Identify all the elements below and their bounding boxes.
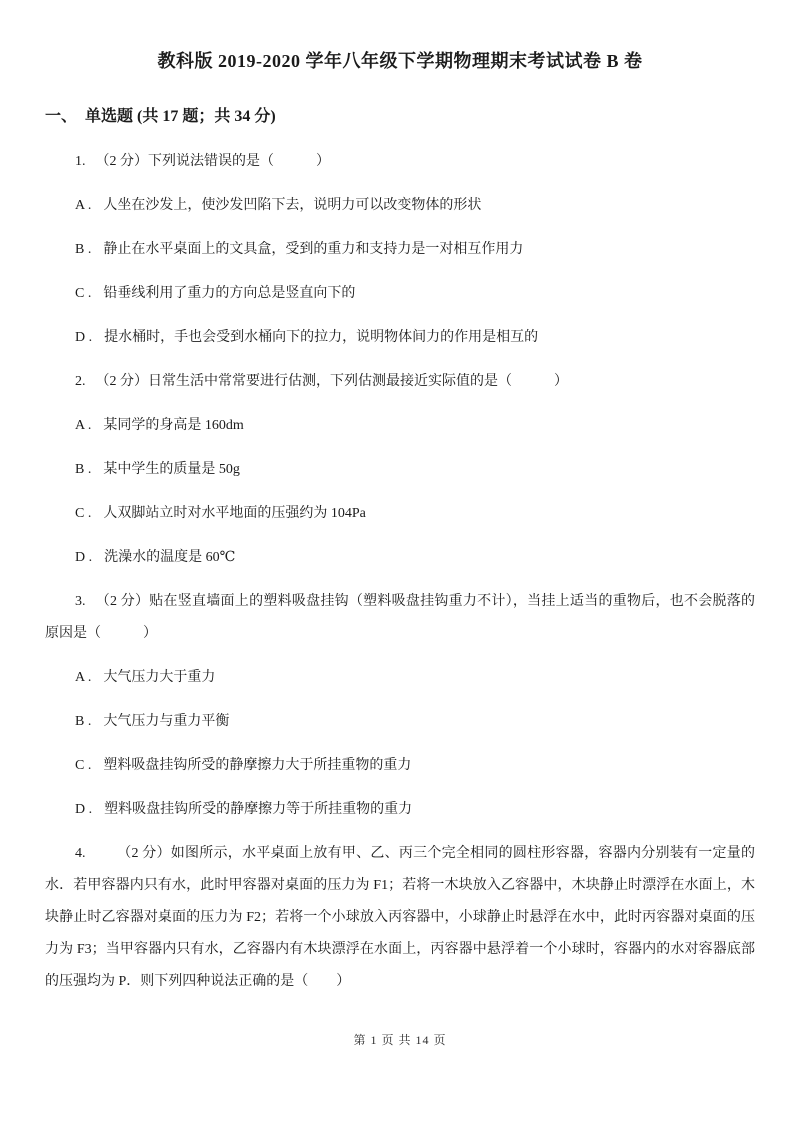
option-text: 铅垂线利用了重力的方向总是竖直向下的 [103,286,356,301]
option-label: D . [75,330,93,345]
question-stem [45,146,755,178]
question-text: （2 分）下列说法错误的是（ ） [95,154,330,169]
question-number: 2. [75,374,86,389]
question-number: 3. [75,594,86,609]
question-option [45,410,755,442]
question-text: （2 分）日常生活中常常要进行估测，下列估测最接近实际值的是（ ） [95,374,568,389]
option-text: 提水桶时，手也会受到水桶向下的拉力，说明物体间力的作用是相互的 [104,330,539,345]
option-text: 人坐在沙发上，使沙发凹陷下去，说明力可以改变物体的形状 [103,198,482,213]
question-text: （2 分）如图所示，水平桌面上放有甲、乙、丙三个完全相同的圆柱形容器，容器内分别装有一定量的水．若甲容器内只有水，此时甲容器对桌面的压力为 F1；若将一木块放入乙容器中，木块静止时漂浮在水面上，木块静止时乙容器对桌面的压力为 F2；若将一个小球放入丙容器中，小球静止时悬浮在水中，此时丙容器对桌面的压力为 F3；当甲容器内只有水，乙容器内有木块漂浮在水面上，丙容器中悬浮着一个小球时，容器内的水对容器底部的压强均为 P．则下列四种说法正确的是（ ） [45,846,755,989]
option-label: D . [75,802,93,817]
option-label: B . [75,714,92,729]
option-label: B . [75,462,92,477]
question-option [45,706,755,738]
question-option [45,454,755,486]
option-text: 静止在水平桌面上的文具盒，受到的重力和支持力是一对相互作用力 [103,242,524,257]
question-option [45,234,755,266]
option-text: 洗澡水的温度是 60℃ [104,550,236,565]
question-number: 1. [75,154,86,169]
question-text: （2 分）贴在竖直墙面上的塑料吸盘挂钩（塑料吸盘挂钩重力不计），当挂上适当的重物后，也不会脱落的原因是（ ） [45,594,755,641]
option-text: 人双脚站立时对水平地面的压强约为 104Pa [103,506,366,521]
option-label: C . [75,286,92,301]
question-stem [45,586,755,650]
question-stem [45,838,755,998]
option-text: 大气压力与重力平衡 [103,714,230,729]
question-option [45,794,755,826]
section-heading: 一、 单选题 (共 17 题；共 34 分) [45,108,276,125]
question-number: 4. [75,846,86,861]
option-text: 大气压力大于重力 [103,670,216,685]
option-text: 某中学生的质量是 50g [103,462,240,477]
question-option [45,662,755,694]
option-label: A . [75,670,92,685]
option-text: 塑料吸盘挂钩所受的静摩擦力大于所挂重物的重力 [103,758,412,773]
question-option [45,542,755,574]
question-option [45,750,755,782]
option-text: 塑料吸盘挂钩所受的静摩擦力等于所挂重物的重力 [104,802,413,817]
question-option [45,322,755,354]
option-text: 某同学的身高是 160dm [103,418,244,433]
option-label: D . [75,550,93,565]
option-label: B . [75,242,92,257]
page-footer: 第 1 页 共 14 页 [353,1033,447,1047]
option-label: C . [75,506,92,521]
page-title: 教科版 2019-2020 学年八年级下学期物理期末考试试卷 B 卷 [157,51,643,71]
question-option [45,498,755,530]
question-stem [45,366,755,398]
option-label: A . [75,198,92,213]
option-label: C . [75,758,92,773]
question-option [45,278,755,310]
option-label: A . [75,418,92,433]
question-option [45,190,755,222]
questions-list [45,146,755,998]
